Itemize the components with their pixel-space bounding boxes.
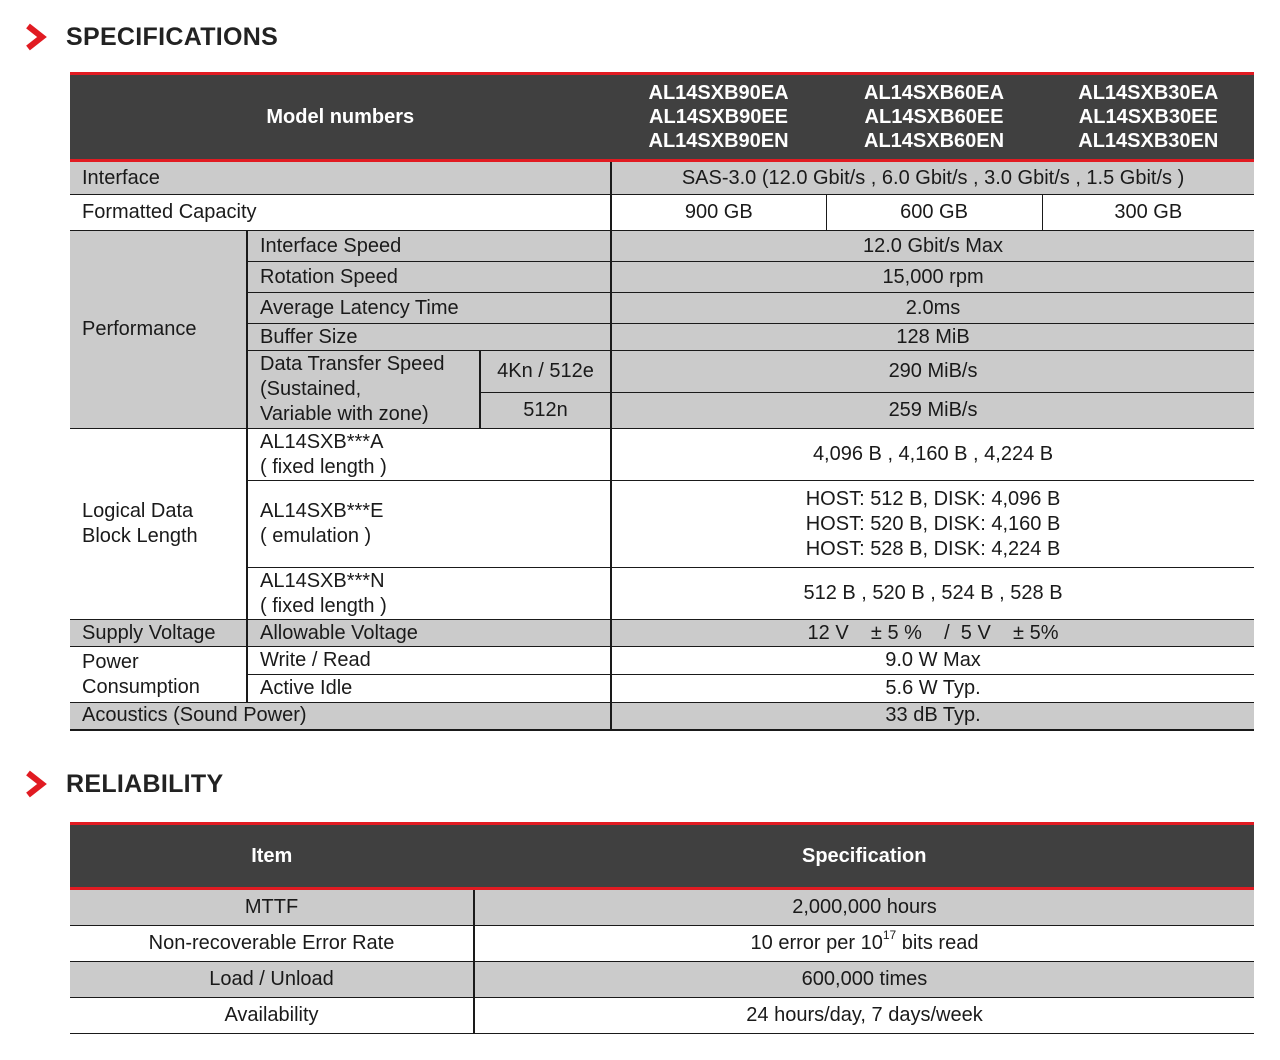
transfer-4kn-value: 290 MiB/s — [611, 351, 1254, 393]
power-idle-row — [70, 675, 1254, 703]
availability-row — [70, 998, 1254, 1034]
logical-n-row — [70, 568, 1254, 620]
capacity-600: 600 GB — [826, 195, 1042, 231]
mttf-label: MTTF — [70, 889, 474, 926]
active-idle-value: 5.6 W Typ. — [611, 675, 1254, 703]
allowable-voltage-label: Allowable Voltage — [247, 620, 611, 647]
acoustics-value: 33 dB Typ. — [611, 703, 1254, 730]
latency-row — [70, 293, 1254, 324]
acoustics-label: Acoustics (Sound Power) — [70, 703, 611, 730]
specification-header: Specification — [474, 824, 1254, 889]
logical-a-label: AL14SXB***A ( fixed length ) — [247, 429, 611, 481]
write-read-label: Write / Read — [247, 647, 611, 675]
chevron-right-icon — [22, 770, 52, 798]
error-rate-row — [70, 926, 1254, 962]
logical-a-value: 4,096 B , 4,160 B , 4,224 B — [611, 429, 1254, 481]
buffer-row — [70, 324, 1254, 351]
availability-label: Availability — [70, 998, 474, 1034]
transfer-4kn-label: 4Kn / 512e — [480, 351, 611, 393]
section-title: SPECIFICATIONS — [66, 22, 279, 51]
chevron-right-icon — [22, 23, 52, 51]
model-header-row — [70, 74, 1254, 161]
logical-e-label: AL14SXB***E ( emulation ) — [247, 481, 611, 568]
supply-voltage-row — [70, 620, 1254, 647]
write-read-value: 9.0 W Max — [611, 647, 1254, 675]
latency-label: Average Latency Time — [247, 293, 611, 324]
interface-speed-value: 12.0 Gbit/s Max — [611, 231, 1254, 262]
rotation-speed-value: 15,000 rpm — [611, 262, 1254, 293]
transfer-512n-label: 512n — [480, 393, 611, 429]
interface-value: SAS-3.0 (12.0 Gbit/s , 6.0 Gbit/s , 3.0 Gbit/s , 1.5 Gbit/s ) — [611, 161, 1254, 195]
power-consumption-label: Power Consumption — [70, 647, 247, 703]
interface-row — [70, 161, 1254, 195]
logical-n-value: 512 B , 520 B , 524 B , 528 B — [611, 568, 1254, 620]
interface-speed-row — [70, 231, 1254, 262]
transfer-512n-value: 259 MiB/s — [611, 393, 1254, 429]
rotation-speed-label: Rotation Speed — [247, 262, 611, 293]
active-idle-label: Active Idle — [247, 675, 611, 703]
rotation-speed-row — [70, 262, 1254, 293]
error-rate-value: 10 error per $10^{17}$ bits read — [474, 926, 1254, 962]
model-group-600: AL14SXB60EA AL14SXB60EE AL14SXB60EN — [826, 74, 1042, 161]
reliability-table — [70, 822, 1254, 1034]
availability-value: 24 hours/day, 7 days/week — [474, 998, 1254, 1034]
mttf-value: 2,000,000 hours — [474, 889, 1254, 926]
mttf-row — [70, 889, 1254, 926]
load-unload-value: 600,000 times — [474, 962, 1254, 998]
reliability-header-row — [70, 824, 1254, 889]
logical-e-value: HOST: 512 B, DISK: 4,096 B HOST: 520 B, DISK: 4,160 B HOST: 528 B, DISK: 4,224 B — [611, 481, 1254, 568]
capacity-300: 300 GB — [1042, 195, 1254, 231]
interface-speed-label: Interface Speed — [247, 231, 611, 262]
specifications-table — [70, 72, 1254, 731]
interface-label: Interface — [70, 161, 611, 195]
logical-e-row — [70, 481, 1254, 568]
performance-label: Performance — [70, 231, 247, 429]
item-header: Item — [70, 824, 474, 889]
capacity-label: Formatted Capacity — [70, 195, 611, 231]
latency-value: 2.0ms — [611, 293, 1254, 324]
transfer-4kn-row — [70, 351, 1254, 393]
logical-block-label: Logical Data Block Length — [70, 429, 247, 620]
allowable-voltage-value: 12 V ± 5 % / 5 V ± 5% — [611, 620, 1254, 647]
model-numbers-label: Model numbers — [70, 74, 611, 161]
model-group-900: AL14SXB90EA AL14SXB90EE AL14SXB90EN — [611, 74, 826, 161]
reliability-heading — [22, 766, 223, 802]
buffer-label: Buffer Size — [247, 324, 611, 351]
supply-voltage-label: Supply Voltage — [70, 620, 247, 647]
error-rate-label: Non-recoverable Error Rate — [70, 926, 474, 962]
capacity-row — [70, 195, 1254, 231]
acoustics-row — [70, 703, 1254, 730]
capacity-900: 900 GB — [611, 195, 826, 231]
power-write-row — [70, 647, 1254, 675]
logical-n-label: AL14SXB***N ( fixed length ) — [247, 568, 611, 620]
model-group-300: AL14SXB30EA AL14SXB30EE AL14SXB30EN — [1042, 74, 1254, 161]
load-unload-label: Load / Unload — [70, 962, 474, 998]
section-title: RELIABILITY — [66, 769, 224, 798]
load-unload-row — [70, 962, 1254, 998]
buffer-value: 128 MiB — [611, 324, 1254, 351]
logical-a-row — [70, 429, 1254, 481]
specifications-heading — [22, 19, 278, 55]
transfer-speed-label: Data Transfer Speed (Sustained, Variable with zone) — [247, 351, 480, 429]
